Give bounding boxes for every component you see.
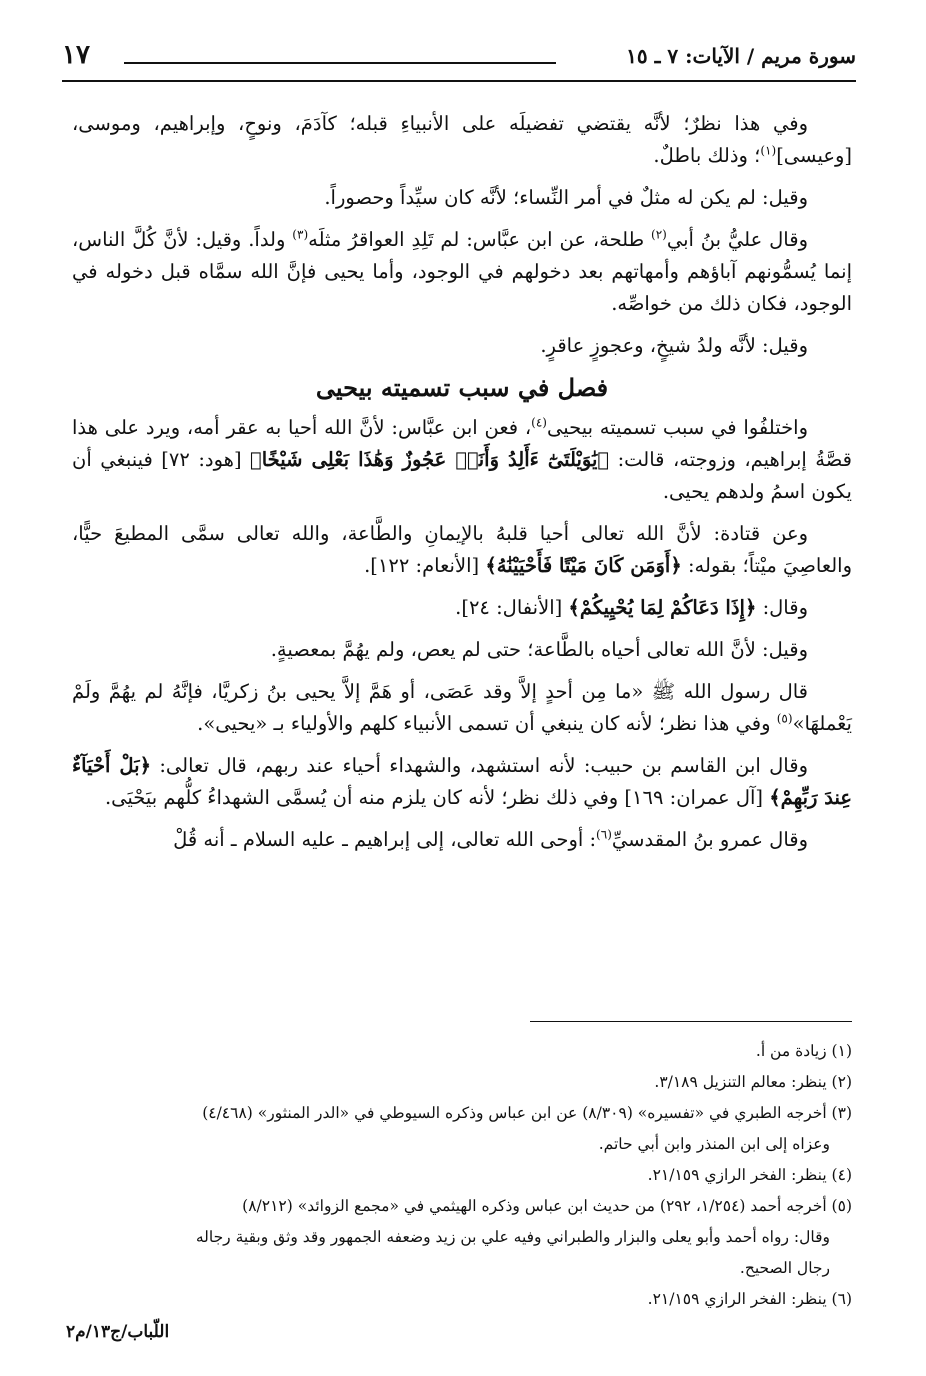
- text-run: وعن قتادة: لأنَّ الله تعالى أحيا قلبهُ بالإيمانِ والطَّاعة، والله تعالى سمَّى المطيعَ حيًّا، والعاصِيَ ميْتاً؛ بقوله:: [72, 522, 852, 577]
- text-run: ، فعن ابن عبَّاس: لأنَّ الله أحيا به عقر أمه، ويرد على هذا قصَّةُ إبراهيم، وزوجته، قالت:: [72, 416, 852, 471]
- paragraph: وقيل: لأنَّه ولدُ شيخٍ، وعجوزٍ عاقرٍ.: [540, 334, 808, 357]
- text-run: وقال ابن القاسم بن حبيب: لأنه استشهد، والشهداء أحياء عند ربهم، قال تعالى:: [151, 754, 808, 777]
- paragraph: [72, 676, 852, 740]
- volume-signature: اللّباب/ج١٣/م٢: [66, 1322, 170, 1342]
- paragraph: [72, 108, 852, 172]
- quran-verse: ﴿إِذَا دَعَاكُمْ لِمَا يُحْيِيكُمْ﴾: [568, 596, 757, 619]
- footnote: (١) زيادة من أ.: [755, 1042, 852, 1060]
- header-title: سورة مريم / الآيات: ٧ ـ ١٥: [626, 44, 856, 68]
- text-run: : أوحى الله تعالى، إلى إبراهيم ـ عليه السلام ـ أنه قُلْ: [173, 828, 597, 851]
- paragraph: [72, 412, 852, 508]
- text-run: واختلفُوا في سبب تسميته بيحيى: [546, 416, 808, 439]
- header-line: [124, 62, 556, 64]
- header-rule: [62, 80, 856, 82]
- page-number: ١٧: [62, 40, 90, 70]
- footnote-marker[interactable]: (٥): [776, 711, 793, 726]
- text-run: [آل عمران: ١٦٩] وفي ذلك نظر؛ لأنه كان يلزم منه أن يُسمَّى الشهداءُ كلُّهم بيَحْيَى.: [104, 786, 770, 809]
- footnote-marker[interactable]: (١): [760, 143, 777, 158]
- running-header: [62, 38, 856, 82]
- footnote-marker[interactable]: (٣): [292, 227, 309, 242]
- text-run: ؛ وذلك باطلٌ.: [653, 144, 761, 167]
- section-heading: فصل في سبب تسميته بيحيى: [315, 373, 609, 402]
- footnote: (٥) أخرجه أحمد (١/٢٥٤، ٢٩٢) من حديث ابن عباس وذكره الهيثمي في «مجمع الزوائد» (٨/٢١٢): [242, 1197, 852, 1215]
- text-run: ولداً. وقيل: لأنَّ كُلَّ الناس، إنما يُسمُّونهم آباؤهم وأمهاتهم بعد دخولهم في الوجود، وأما يحيى فإنَّ الله سمَّاه قبل دخوله في الوجود، فكان ذلك من خواصِّه.: [72, 228, 852, 315]
- footnote-continuation: رجال الصحيح.: [739, 1259, 830, 1277]
- text-run: وفي هذا نظر؛ لأنه كان ينبغي أن تسمى الأنبياء كلهم والأولياء بـ «يحيى».: [197, 712, 777, 735]
- text-run: وقال:: [756, 596, 808, 619]
- paragraph: وقيل: لأنَّ الله تعالى أحياه بالطَّاعة؛ حتى لم يعص، ولم يهُمَّ بمعصيةٍ.: [270, 638, 808, 661]
- paragraph: [72, 750, 852, 814]
- text-run: [الأنفال: ٢٤].: [455, 596, 569, 619]
- text-run: [الأنعام: ١٢٢].: [364, 554, 486, 577]
- paragraph: [72, 224, 852, 320]
- footnote: (٤) ينظر: الفخر الرازي ٢١/١٥٩.: [647, 1166, 852, 1184]
- paragraph: [72, 592, 852, 624]
- text-run: وقال عليُّ بنُ أبي: [666, 228, 808, 251]
- text-run: [هود: ٧٢] فينبغي أن يكون اسمُ ولدهم يحيى.: [72, 448, 852, 503]
- footnote: (٣) أخرجه الطبري في «تفسيره» (٨/٣٠٩) عن ابن عباس وذكره السيوطي في «الدر المنثور» (٤/٤٦٨): [202, 1104, 852, 1122]
- footnote-marker[interactable]: (٦): [596, 827, 612, 842]
- main-text: [72, 108, 852, 866]
- quran-verse: ﴿يَٰوَيْلَتَىٰٓ ءَأَلِدُ وَأَنَا۠ عَجُوزٌ وَهَٰذَا بَعْلِى شَيْخًا﴾: [250, 448, 610, 471]
- text-run: وفي هذا نظرٌ؛ لأنَّه يقتضي تفضيلَه على الأنبياءِ قبله؛ كآدَمَ، ونوحٍ، وإبراهيم، وموسى، [وعيسى]: [72, 112, 852, 167]
- footnote: (٦) ينظر: الفخر الرازي ٢١/١٥٩.: [647, 1290, 852, 1308]
- quran-verse: ﴿أَوَمَن كَانَ مَيْتًا فَأَحْيَيْنَٰهُ﴾: [485, 554, 682, 577]
- footnote-rule: [530, 1021, 852, 1022]
- footnote-marker[interactable]: (٤): [531, 415, 547, 430]
- text-run: قال رسول الله ﷺ «ما مِن أحدٍ إلاَّ وقد عَصَى، أو هَمَّ إلاَّ يحيى بنُ زكريَّا، فإنَّهُ لم يهُمَّ ولَمْ يَعْملهَا»: [72, 680, 852, 735]
- footnote: (٢) ينظر: معالم التنزيل ٣/١٨٩.: [654, 1073, 852, 1091]
- paragraph: وقيل: لم يكن له مثلٌ في أمر النِّساء؛ لأنَّه كان سيِّداً وحصوراً.: [324, 186, 808, 209]
- paragraph: [72, 824, 852, 856]
- text-run: وقال عمرو بنُ المقدسيِّ: [611, 828, 808, 851]
- footnotes: [72, 1036, 852, 1315]
- footnote-continuation: وقال: رواه أحمد وأبو يعلى والبزار والطبراني وفيه علي بن زيد وضعفه الجمهور وقد وثق وبقية رجاله: [195, 1228, 830, 1246]
- footnote-marker[interactable]: (٢): [651, 227, 667, 242]
- paragraph: [72, 518, 852, 582]
- footnote-continuation: وعزاه إلى ابن المنذر وابن أبي حاتم.: [598, 1135, 830, 1153]
- text-run: طلحة، عن ابن عبَّاس: لم تَلِدِ العواقرُ مثلَه: [308, 228, 651, 251]
- quran-verse: ﴿بَلْ أَحْيَآءٌ عِندَ رَبِّهِمْ﴾: [72, 754, 852, 809]
